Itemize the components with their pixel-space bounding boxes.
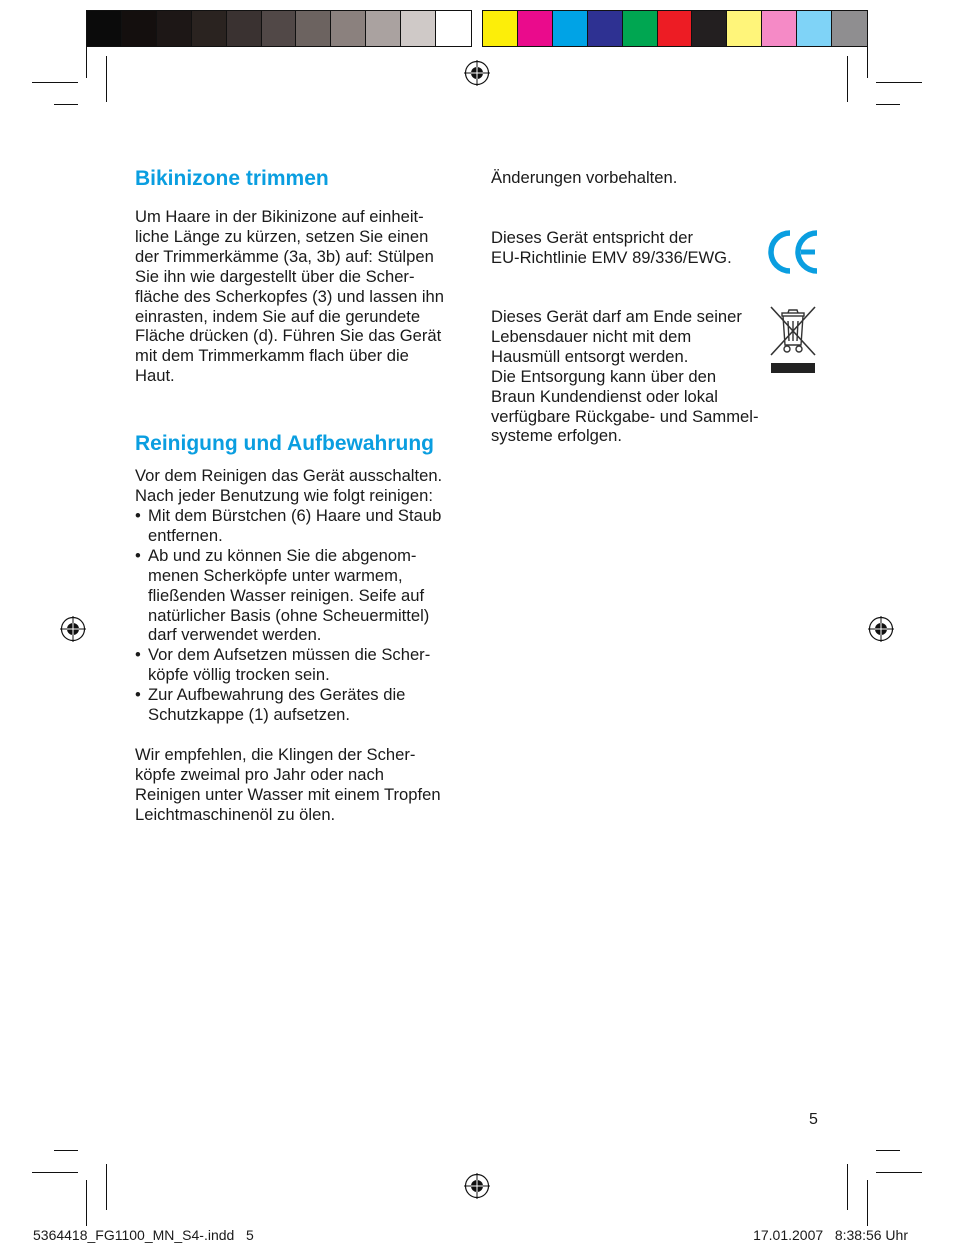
crop-mark (847, 1164, 848, 1210)
color-swatch (762, 11, 797, 46)
crop-mark (876, 1150, 900, 1151)
color-swatch (122, 11, 157, 46)
list-item: • Vor dem Aufsetzen müssen die Scher- köpfe völlig trocken sein. (135, 645, 475, 685)
color-swatch (832, 11, 867, 46)
crop-mark (32, 82, 78, 83)
color-swatch (366, 11, 401, 46)
crop-mark (106, 1164, 107, 1210)
list-item: • Mit dem Bürstchen (6) Haare und Staub entfernen. (135, 506, 475, 546)
color-swatch (797, 11, 832, 46)
color-swatch (87, 11, 122, 46)
crop-mark (876, 1172, 922, 1173)
process-color-bar (482, 10, 868, 47)
color-swatch (483, 11, 518, 46)
list-item: • Zur Aufbewahrung des Gerätes die Schutzkappe (1) aufsetzen. (135, 685, 475, 725)
heading-bikini-trim: Bikinizone trimmen (135, 167, 329, 190)
crop-mark (867, 1180, 868, 1226)
paragraph-cleaning-intro: Vor dem Reinigen das Gerät ausschalten. Nach jeder Benutzung wie folgt reinigen: (135, 466, 443, 505)
color-swatch (262, 11, 297, 46)
registration-mark-icon (464, 1173, 490, 1199)
ce-mark-icon (768, 230, 820, 274)
registration-mark-icon (464, 60, 490, 86)
registration-mark-icon (868, 616, 894, 642)
color-swatch (401, 11, 436, 46)
color-swatch (623, 11, 658, 46)
color-swatch (553, 11, 588, 46)
crop-mark (876, 104, 900, 105)
color-swatch (588, 11, 623, 46)
color-swatch (192, 11, 227, 46)
page-number: 5 (809, 1111, 818, 1128)
crop-mark (54, 1150, 78, 1151)
crop-mark (32, 1172, 78, 1173)
registration-mark-icon (60, 616, 86, 642)
color-swatch (157, 11, 192, 46)
heading-cleaning: Reinigung und Aufbewahrung (135, 432, 435, 455)
color-swatch (658, 11, 693, 46)
crop-mark (106, 56, 107, 102)
crop-mark (867, 32, 868, 78)
color-swatch (727, 11, 762, 46)
footer-file-info: 5364418_FG1100_MN_S4-.indd 5 (33, 1227, 254, 1243)
color-swatch (331, 11, 366, 46)
crop-mark (54, 104, 78, 105)
crop-mark (876, 82, 922, 83)
paragraph-bikini-trim: Um Haare in der Bikinizone auf einheit- liche Länge zu kürzen, setzen Sie einen der Trimmerkämme (3a, 3b) auf: Stülpen Sie ihn wie dargestellt über die Scher- fläche des Scherkopfes (3) und lassen ihn einrasten, indem Sie auf die gerundete Fläche drücken (d). Führen Sie das Gerät mit dem Trimmerkamm flach über die Haut. (135, 207, 445, 386)
cleaning-bullet-list (135, 506, 475, 725)
crossed-bin-icon (768, 305, 818, 377)
color-swatch (436, 11, 471, 46)
list-item: • Ab und zu können Sie die abgenom- menen Scherköpfe unter warmem, fließenden Wasser reinigen. Seife auf natürlicher Basis (ohne Scheuermittel) darf verwendet werden. (135, 546, 475, 646)
paragraph-changes: Änderungen vorbehalten. (491, 168, 678, 187)
gray-color-bar (86, 10, 472, 47)
crop-mark (847, 56, 848, 102)
crop-mark (86, 32, 87, 78)
paragraph-recommendation: Wir empfehlen, die Klingen der Scher- köpfe zweimal pro Jahr oder nach Reinigen unter Wasser mit einem Tropfen Leichtmaschinenöl zu ölen. (135, 745, 441, 824)
paragraph-disposal: Dieses Gerät darf am Ende seiner Lebensdauer nicht mit dem Hausmüll entsorgt werden. Die Entsorgung kann über den Braun Kundendienst oder lokal verfügbare Rückgabe- und Sammel- systeme erfolgen. (491, 307, 759, 446)
footer-timestamp: 17.01.2007 8:38:56 Uhr (753, 1227, 908, 1243)
color-swatch (518, 11, 553, 46)
color-swatch (296, 11, 331, 46)
color-swatch (227, 11, 262, 46)
color-swatch (692, 11, 727, 46)
crop-mark (86, 1180, 87, 1226)
paragraph-ce-conformity: Dieses Gerät entspricht der EU-Richtlinie EMV 89/336/EWG. (491, 228, 732, 267)
